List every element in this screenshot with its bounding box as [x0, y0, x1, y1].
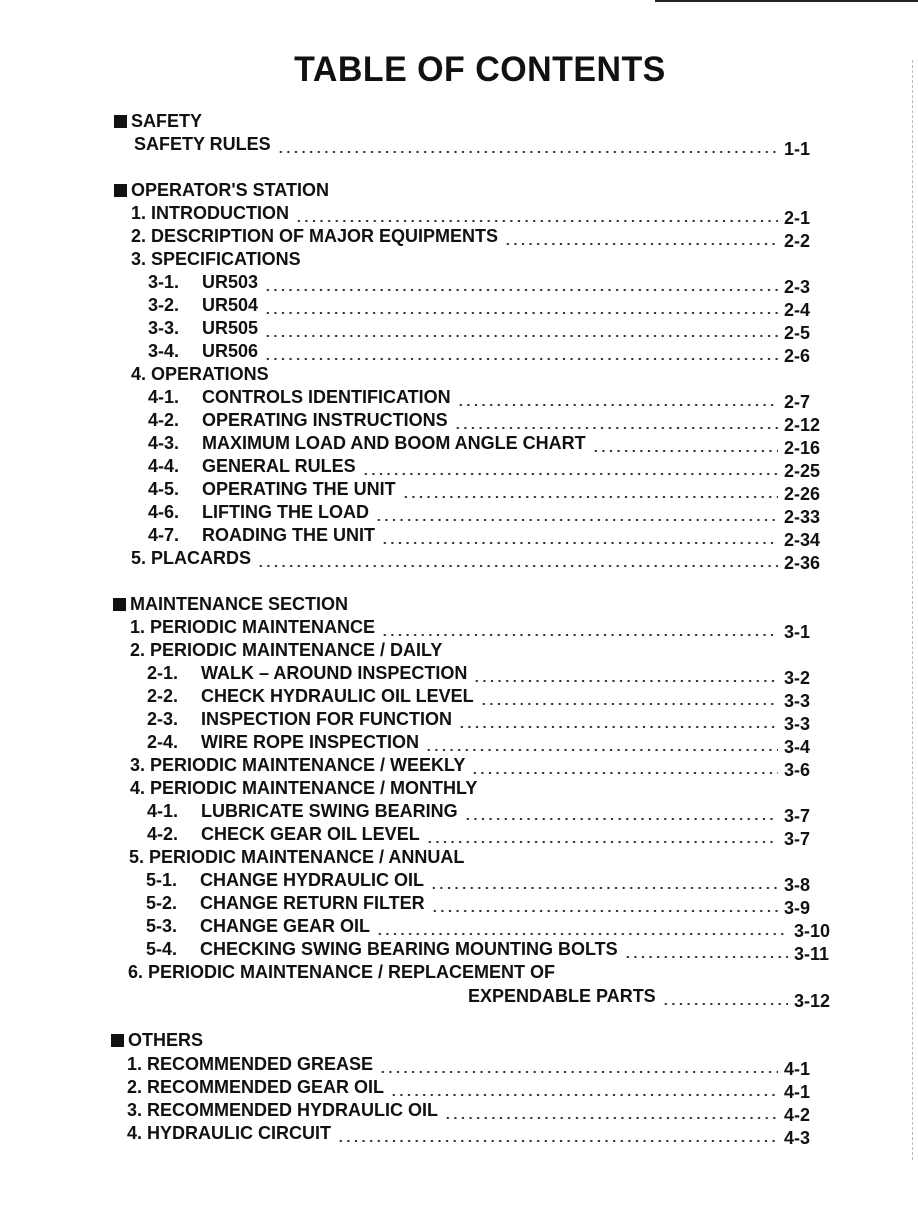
leader-dots [277, 139, 778, 153]
scan-edge-right [912, 60, 914, 1160]
toc-entry-swing-bearing-bolts[interactable] [146, 939, 840, 964]
section-heading-label: MAINTENANCE SECTION [130, 594, 349, 614]
toc-entry-page: 3-3 [784, 714, 811, 734]
toc-entry-page: 4-2 [784, 1105, 811, 1125]
toc-entry-page: 3-4 [784, 737, 811, 757]
toc-entry-number: 4-1. [147, 801, 179, 821]
leader-dots [376, 921, 788, 935]
toc-entry-label: OPERATING THE UNIT [202, 479, 396, 499]
toc-entry-number: 5-4. [146, 939, 178, 959]
toc-entry-label: 1. PERIODIC MAINTENANCE [130, 617, 376, 637]
toc-entry-number: 4-2. [148, 410, 180, 430]
toc-entry-page: 4-1 [784, 1082, 811, 1102]
toc-entry-weekly[interactable] [130, 755, 830, 780]
toc-entry-label: SAFETY RULES [134, 134, 271, 154]
toc-entry-label: 5. PLACARDS [131, 548, 252, 568]
toc-entry-page: 3-2 [784, 668, 811, 688]
toc-entry-page: 3-9 [784, 898, 811, 918]
section-heading-safety [114, 111, 202, 132]
toc-entry-ur503[interactable] [148, 272, 830, 297]
toc-entry-controls-identification[interactable] [148, 387, 830, 412]
toc-entry-wire-rope[interactable] [147, 732, 830, 757]
toc-entry-label: 2. DESCRIPTION OF MAJOR EQUIPMENTS [131, 226, 499, 246]
toc-entry-check-gear-oil[interactable] [147, 824, 830, 849]
toc-entry-page: 3-11 [794, 944, 830, 964]
toc-entry-page: 3-10 [794, 921, 831, 941]
toc-entry-max-load-chart[interactable] [148, 433, 830, 458]
toc-heading-annual[interactable]: 5. PERIODIC MAINTENANCE / ANNUAL [129, 847, 465, 867]
square-bullet-icon [111, 1034, 124, 1047]
leader-dots [458, 714, 778, 728]
toc-entry-expendable-parts[interactable] [468, 986, 840, 1011]
toc-entry-page: 2-1 [784, 208, 811, 228]
toc-entry-number: 4-5. [148, 479, 180, 499]
leader-dots [379, 1059, 778, 1073]
toc-entry-label: 4. HYDRAULIC CIRCUIT [127, 1123, 332, 1143]
toc-entry-check-hydraulic-oil[interactable] [147, 686, 830, 711]
toc-entry-label: OPERATING INSTRUCTIONS [202, 410, 448, 430]
toc-entry-recommended-grease[interactable] [127, 1054, 830, 1079]
toc-entry-page: 2-16 [784, 438, 821, 458]
toc-entry-roading-the-unit[interactable] [148, 525, 830, 550]
leader-dots [454, 415, 778, 429]
toc-entry-page: 2-25 [784, 461, 821, 481]
toc-entry-inspection-function[interactable] [147, 709, 830, 734]
page-title: TABLE OF CONTENTS [294, 50, 666, 89]
section-heading-label: SAFETY [131, 111, 203, 131]
toc-entry-page: 2-36 [784, 553, 821, 573]
leader-dots [264, 346, 778, 360]
toc-entry-page: 3-6 [784, 760, 811, 780]
toc-entry-page: 3-1 [784, 622, 811, 642]
section-heading-label: OPERATOR'S STATION [131, 180, 329, 200]
toc-entry-label: CONTROLS IDENTIFICATION [202, 387, 451, 407]
toc-entry-label: WALK – AROUND INSPECTION [201, 663, 468, 683]
leader-dots [402, 484, 778, 498]
toc-entry-placards[interactable] [131, 548, 830, 573]
toc-entry-page: 2-4 [784, 300, 811, 320]
leader-dots [473, 668, 778, 682]
leader-dots [337, 1128, 778, 1142]
leader-dots [264, 300, 778, 314]
scan-edge-top [655, 0, 918, 2]
toc-entry-page: 2-7 [784, 392, 811, 412]
toc-entry-number: 4-7. [148, 525, 180, 545]
section-heading-operators-station [114, 180, 329, 201]
toc-entry-label: MAXIMUM LOAD AND BOOM ANGLE CHART [202, 433, 586, 453]
toc-entry-page: 2-5 [784, 323, 811, 343]
toc-entry-number: 3-3. [148, 318, 180, 338]
toc-entry-change-gear-oil[interactable] [146, 916, 840, 941]
leader-dots [362, 461, 778, 475]
leader-dots [471, 760, 778, 774]
toc-entry-change-hydraulic-oil[interactable] [146, 870, 830, 895]
toc-entry-label: CHANGE HYDRAULIC OIL [200, 870, 424, 890]
toc-entry-safety-rules[interactable] [134, 134, 830, 159]
leader-dots [264, 323, 778, 337]
toc-entry-label: 2. RECOMMENDED GEAR OIL [127, 1077, 385, 1097]
toc-entry-label: 1. INTRODUCTION [131, 203, 290, 223]
toc-heading-operations[interactable]: 4. OPERATIONS [131, 364, 269, 384]
toc-entry-change-return-filter[interactable] [146, 893, 830, 918]
toc-entry-label: CHECK GEAR OIL LEVEL [201, 824, 420, 844]
section-heading-maintenance [113, 594, 348, 615]
toc-entry-label: LUBRICATE SWING BEARING [201, 801, 458, 821]
toc-entry-page: 3-3 [784, 691, 811, 711]
leader-dots [662, 991, 788, 1005]
toc-entry-recommended-gear-oil[interactable] [127, 1077, 830, 1102]
toc-entry-label: WIRE ROPE INSPECTION [201, 732, 420, 752]
toc-entry-page: 3-7 [784, 806, 811, 826]
leader-dots [592, 438, 778, 452]
toc-entry-label: ROADING THE UNIT [202, 525, 375, 545]
leader-dots [426, 829, 778, 843]
toc-entry-page: 2-2 [784, 231, 811, 251]
toc-entry-label: CHANGE GEAR OIL [200, 916, 371, 936]
toc-entry-number: 3-2. [148, 295, 180, 315]
leader-dots [390, 1082, 778, 1096]
toc-entry-number: 4-2. [147, 824, 179, 844]
toc-entry-page: 4-1 [784, 1059, 811, 1079]
toc-entry-page: 3-7 [784, 829, 811, 849]
toc-entry-label: 1. RECOMMENDED GREASE [127, 1054, 374, 1074]
toc-entry-walk-around[interactable] [147, 663, 830, 688]
square-bullet-icon [114, 115, 127, 128]
toc-entry-number: 2-2. [147, 686, 179, 706]
toc-entry-operating-instructions[interactable] [148, 410, 830, 435]
leader-dots [464, 806, 778, 820]
toc-entry-label: 3. RECOMMENDED HYDRAULIC OIL [127, 1100, 439, 1120]
toc-entry-ur506[interactable] [148, 341, 830, 366]
toc-entry-label: CHANGE RETURN FILTER [200, 893, 425, 913]
toc-entry-periodic-maintenance[interactable] [130, 617, 830, 642]
toc-entry-number: 2-3. [147, 709, 179, 729]
toc-entry-page: 2-12 [784, 415, 821, 435]
leader-dots [457, 392, 778, 406]
leader-dots [431, 898, 778, 912]
toc-heading-monthly[interactable]: 4. PERIODIC MAINTENANCE / MONTHLY [130, 778, 478, 798]
toc-entry-ur505[interactable] [148, 318, 830, 343]
toc-entry-number: 5-1. [146, 870, 178, 890]
toc-entry-label: UR503 [202, 272, 259, 292]
section-heading-others [111, 1030, 203, 1051]
toc-entry-number: 3-4. [148, 341, 180, 361]
toc-entry-number: 4-4. [148, 456, 180, 476]
toc-entry-ur504[interactable] [148, 295, 830, 320]
toc-entry-number: 5-2. [146, 893, 178, 913]
toc-heading-daily[interactable]: 2. PERIODIC MAINTENANCE / DAILY [130, 640, 443, 660]
leader-dots [375, 507, 778, 521]
toc-entry-page: 1-1 [784, 139, 811, 159]
leader-dots [444, 1105, 778, 1119]
toc-entry-label: LIFTING THE LOAD [202, 502, 369, 522]
leader-dots [425, 737, 778, 751]
toc-entry-label: CHECKING SWING BEARING MOUNTING BOLTS [200, 939, 618, 959]
leader-dots [480, 691, 778, 705]
toc-entry-number: 4-1. [148, 387, 180, 407]
leader-dots [624, 944, 788, 958]
toc-entry-page: 3-8 [784, 875, 811, 895]
toc-entry-number: 2-1. [147, 663, 179, 683]
toc-entry-recommended-hydraulic-oil[interactable] [127, 1100, 830, 1125]
toc-entry-label: INSPECTION FOR FUNCTION [201, 709, 452, 729]
toc-entry-number: 4-6. [148, 502, 180, 522]
leader-dots [381, 530, 778, 544]
toc-entry-label: UR504 [202, 295, 259, 315]
toc-entry-number: 2-4. [147, 732, 179, 752]
toc-entry-label: EXPENDABLE PARTS [468, 986, 656, 1006]
toc-entry-hydraulic-circuit[interactable] [127, 1123, 830, 1148]
toc-entry-page: 2-34 [784, 530, 821, 550]
toc-entry-lifting-the-load[interactable] [148, 502, 830, 527]
toc-entry-number: 4-3. [148, 433, 180, 453]
toc-entry-page: 4-3 [784, 1128, 811, 1148]
toc-entry-page: 2-33 [784, 507, 821, 527]
toc-entry-operating-the-unit[interactable] [148, 479, 830, 504]
leader-dots [430, 875, 778, 889]
toc-entry-label: UR506 [202, 341, 259, 361]
toc-entry-page: 3-12 [794, 991, 831, 1011]
toc-heading-specifications[interactable]: 3. SPECIFICATIONS [131, 249, 301, 269]
toc-entry-label: GENERAL RULES [202, 456, 356, 476]
leader-dots [264, 277, 778, 291]
toc-entry-page: 2-6 [784, 346, 811, 366]
toc-entry-number: 5-3. [146, 916, 178, 936]
leader-dots [381, 622, 778, 636]
toc-entry-label: UR505 [202, 318, 259, 338]
leader-dots [257, 553, 778, 567]
toc-entry-page: 2-3 [784, 277, 811, 297]
toc-heading-replacement[interactable]: 6. PERIODIC MAINTENANCE / REPLACEMENT OF [128, 962, 556, 982]
toc-entry-description-major-equipments[interactable] [131, 226, 830, 251]
section-heading-label: OTHERS [128, 1030, 204, 1050]
toc-entry-label: CHECK HYDRAULIC OIL LEVEL [201, 686, 474, 706]
toc-entry-introduction[interactable] [131, 203, 830, 228]
toc-entry-lubricate-swing[interactable] [147, 801, 830, 826]
leader-dots [295, 208, 778, 222]
leader-dots [504, 231, 778, 245]
toc-entry-number: 3-1. [148, 272, 180, 292]
toc-entry-label: 3. PERIODIC MAINTENANCE / WEEKLY [130, 755, 466, 775]
square-bullet-icon [114, 184, 127, 197]
toc-entry-page: 2-26 [784, 484, 821, 504]
square-bullet-icon [113, 598, 126, 611]
toc-entry-general-rules[interactable] [148, 456, 830, 481]
